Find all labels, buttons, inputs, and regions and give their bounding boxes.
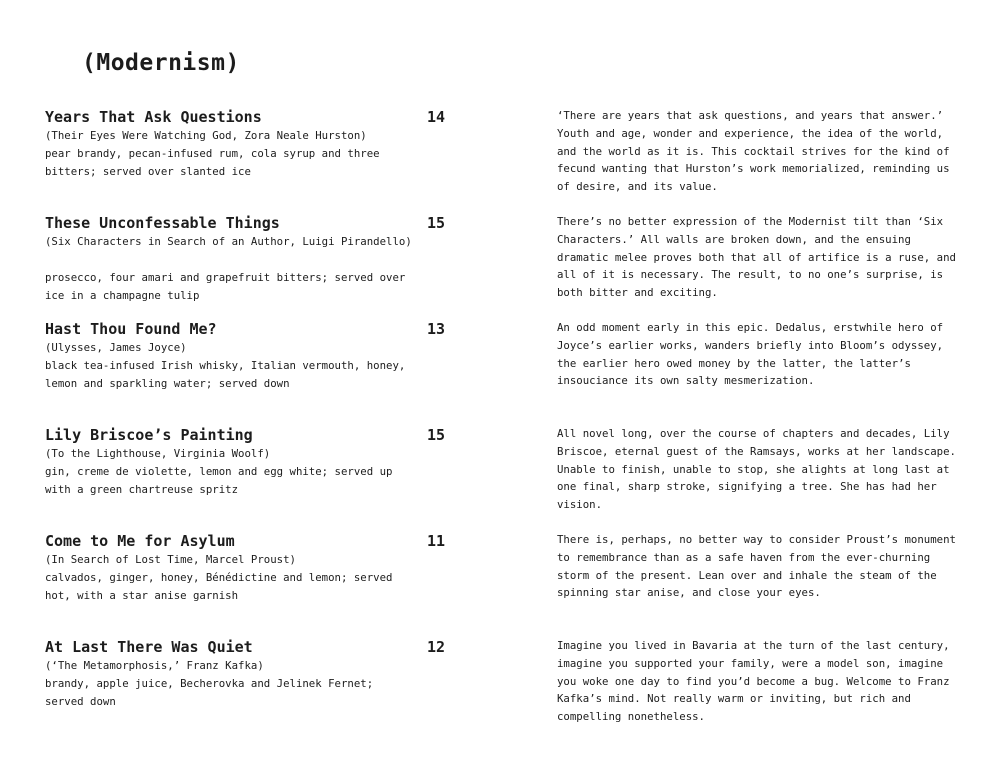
drink-description: There is, perhaps, no better way to consider Proust’s monument to remembrance than as a safe haven from the ever-churning storm of the present. Lean over and inhale the steam of the spinning star anise, and close your eyes. xyxy=(557,533,956,600)
drink-name: Lily Briscoe’s Painting xyxy=(45,426,253,444)
drink-name: At Last There Was Quiet xyxy=(45,638,253,656)
drink-source: (Ulysses, James Joyce) xyxy=(45,341,187,354)
drink-price: 13 xyxy=(427,320,446,338)
drink-name: Hast Thou Found Me? xyxy=(45,320,217,338)
drink-price: 11 xyxy=(427,532,446,550)
drink-ingredients: gin, creme de violette, lemon and egg white; served up with a green chartreuse spritz xyxy=(45,465,393,496)
drink-description: Imagine you lived in Bavaria at the turn of the last century, imagine you supported your family, were a model son, imagine you woke one day to find you’d become a bug. Welcome to Franz Kafka’s mind. Not really warm or inviting, but rich and compelling nonetheless. xyxy=(557,639,950,724)
drink-source: (Their Eyes Were Watching God, Zora Neale Hurston) xyxy=(45,129,367,142)
drink-name: Come to Me for Asylum xyxy=(45,532,235,550)
drink-description: An odd moment early in this epic. Dedalus, erstwhile hero of Joyce’s earlier works, wanders briefly into Bloom’s odyssey, the earlier hero owed money by the latter, the latter’s insouciance its own salty mesmerization. xyxy=(557,321,944,388)
drink-description: All novel long, over the course of chapters and decades, Lily Briscoe, eternal guest of the Ramsays, works at her landscape. Unable to finish, unable to stop, she alights at long last at one final, sharp stroke, signifying a tree. She has had her vision. xyxy=(557,427,956,512)
page-title: (Modernism) xyxy=(82,50,240,76)
drink-name: Years That Ask Questions xyxy=(45,108,262,126)
drink-price: 12 xyxy=(427,638,446,656)
drink-price: 15 xyxy=(427,214,446,232)
drink-ingredients: calvados, ginger, honey, Bénédictine and lemon; served hot, with a star anise garnish xyxy=(45,571,393,602)
drink-description: ‘There are years that ask questions, and years that answer.’ Youth and age, wonder and experience, the idea of the world, and the world as it is. This cocktail strives for the kind of fecund wanting that Hurston’s work memorialized, reminding us of desire, and its value. xyxy=(557,109,950,194)
drink-source: (To the Lighthouse, Virginia Woolf) xyxy=(45,447,271,460)
drink-name: These Unconfessable Things xyxy=(45,214,280,232)
drink-ingredients: brandy, apple juice, Becherovka and Jelinek Fernet; served down xyxy=(45,677,374,708)
drink-price: 15 xyxy=(427,426,446,444)
drink-ingredients: black tea-infused Irish whisky, Italian vermouth, honey, lemon and sparkling water; served down xyxy=(45,359,406,390)
drink-ingredients: prosecco, four amari and grapefruit bitters; served over ice in a champagne tulip xyxy=(45,271,406,302)
drink-ingredients: pear brandy, pecan-infused rum, cola syrup and three bitters; served over slanted ice xyxy=(45,147,380,178)
drink-source: (‘The Metamorphosis,’ Franz Kafka) xyxy=(45,659,264,672)
drink-source: (Six Characters in Search of an Author, Luigi Pirandello) xyxy=(45,235,412,248)
drink-source: (In Search of Lost Time, Marcel Proust) xyxy=(45,553,296,566)
drink-description: There’s no better expression of the Modernist tilt than ‘Six Characters.’ All walls are broken down, and the ensuing dramatic melee proves both that all of artifice is a ruse, and all of it is necessary. The result, to no one’s surprise, is both bitter and exciting. xyxy=(557,215,956,300)
drink-price: 14 xyxy=(427,108,446,126)
